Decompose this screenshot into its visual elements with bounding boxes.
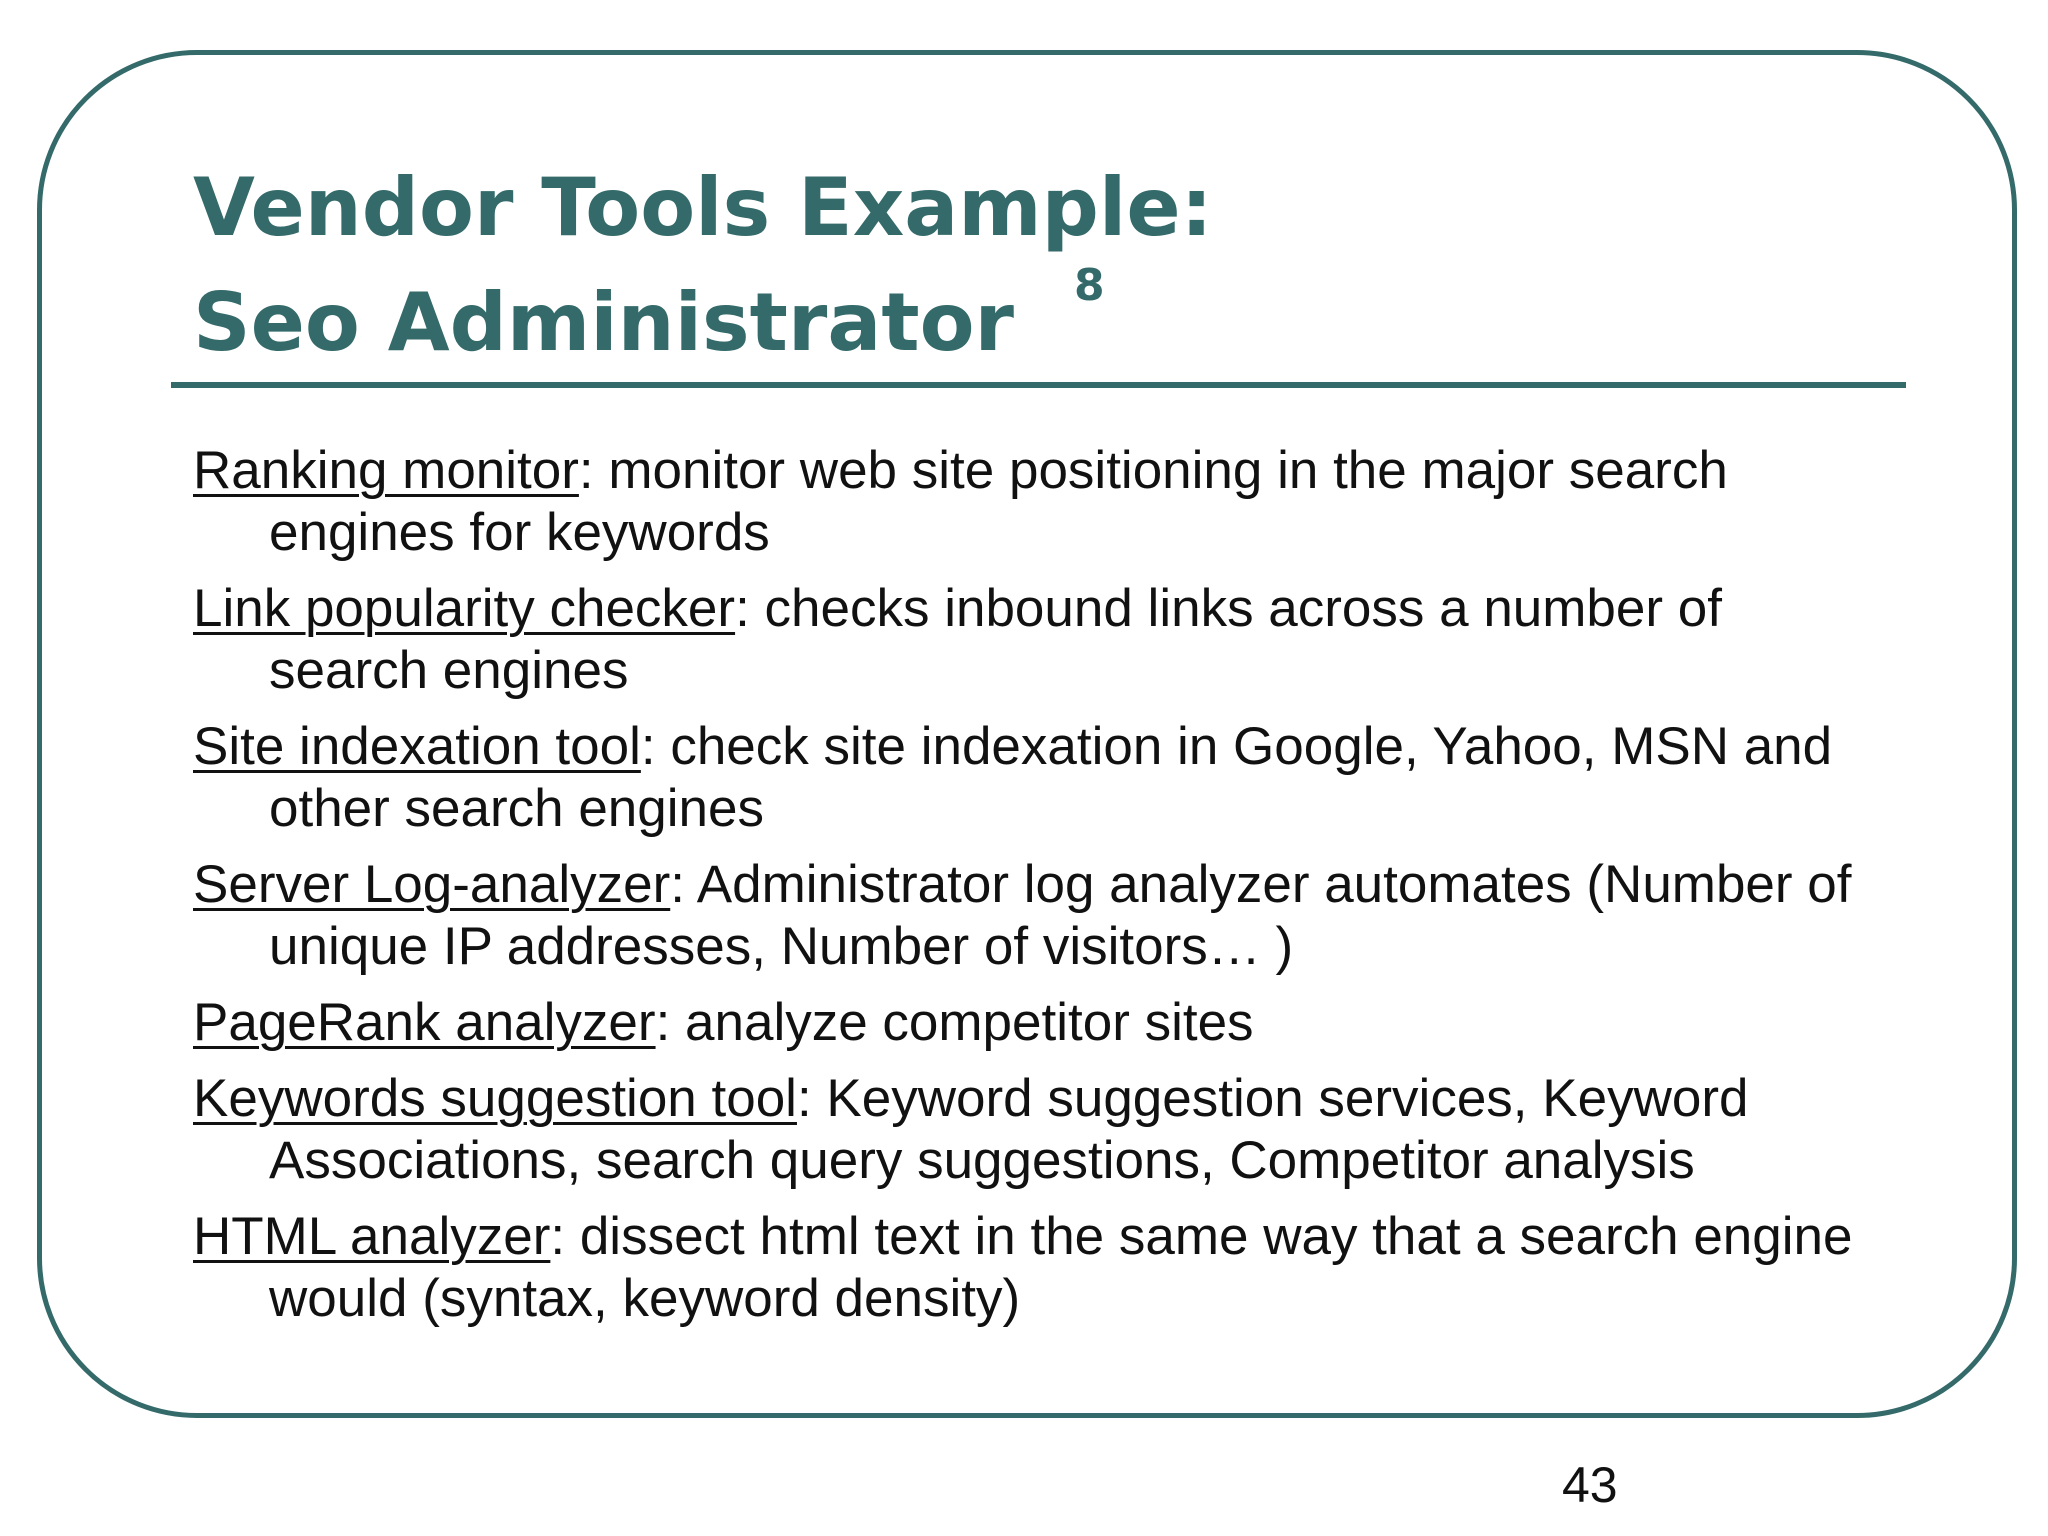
description-ranking-monitor: : monitor web site positioning in the major search engines for keywords [269,441,1728,562]
description-site-indexation-tool: : check site indexation in Google, Yahoo, MSN and other search engines [269,717,1833,838]
description-pagerank-analyzer: : analyze competitor sites [655,993,1254,1052]
list-item-ranking-monitor [193,440,1893,564]
term-site-indexation-tool: Site indexation tool [193,717,641,776]
tool-list [193,440,1893,1344]
page-number: 43 [1562,1457,1618,1513]
slide-title [193,150,1213,393]
list-item-html-analyzer [193,1206,1893,1330]
term-server-log-analyzer: Server Log-analyzer [193,855,671,914]
description-link-popularity-checker: : checks inbound links across a number of search engines [269,579,1722,700]
term-ranking-monitor: Ranking monitor [193,441,579,500]
slide-title-line-1: Vendor Tools Example: [193,161,1213,254]
title-superscript: 8 [1073,260,1105,311]
list-item-link-popularity-checker [193,578,1893,702]
slide-title-line-2-text: Seo Administrator [193,276,1014,369]
list-item-site-indexation-tool [193,716,1893,840]
list-item-pagerank-analyzer [193,992,1893,1054]
list-item-keywords-suggestion-tool [193,1068,1893,1192]
term-keywords-suggestion-tool: Keywords suggestion tool [193,1069,797,1128]
description-keywords-suggestion-tool: : Keyword suggestion services, Keyword Associations, search query suggestions, Competitor analysis [269,1069,1749,1190]
description-html-analyzer: : dissect html text in the same way that a search engine would (syntax, keyword density) [269,1207,1853,1328]
term-pagerank-analyzer: PageRank analyzer [193,993,656,1052]
term-link-popularity-checker: Link popularity checker [193,579,736,638]
description-server-log-analyzer: : Administrator log analyzer automates (Number of unique IP addresses, Number of visitors… ) [269,855,1852,976]
term-html-analyzer: HTML analyzer [193,1207,551,1266]
slide-title-line-2 [193,260,1213,393]
list-item-server-log-analyzer [193,854,1893,978]
title-divider [171,382,1906,388]
